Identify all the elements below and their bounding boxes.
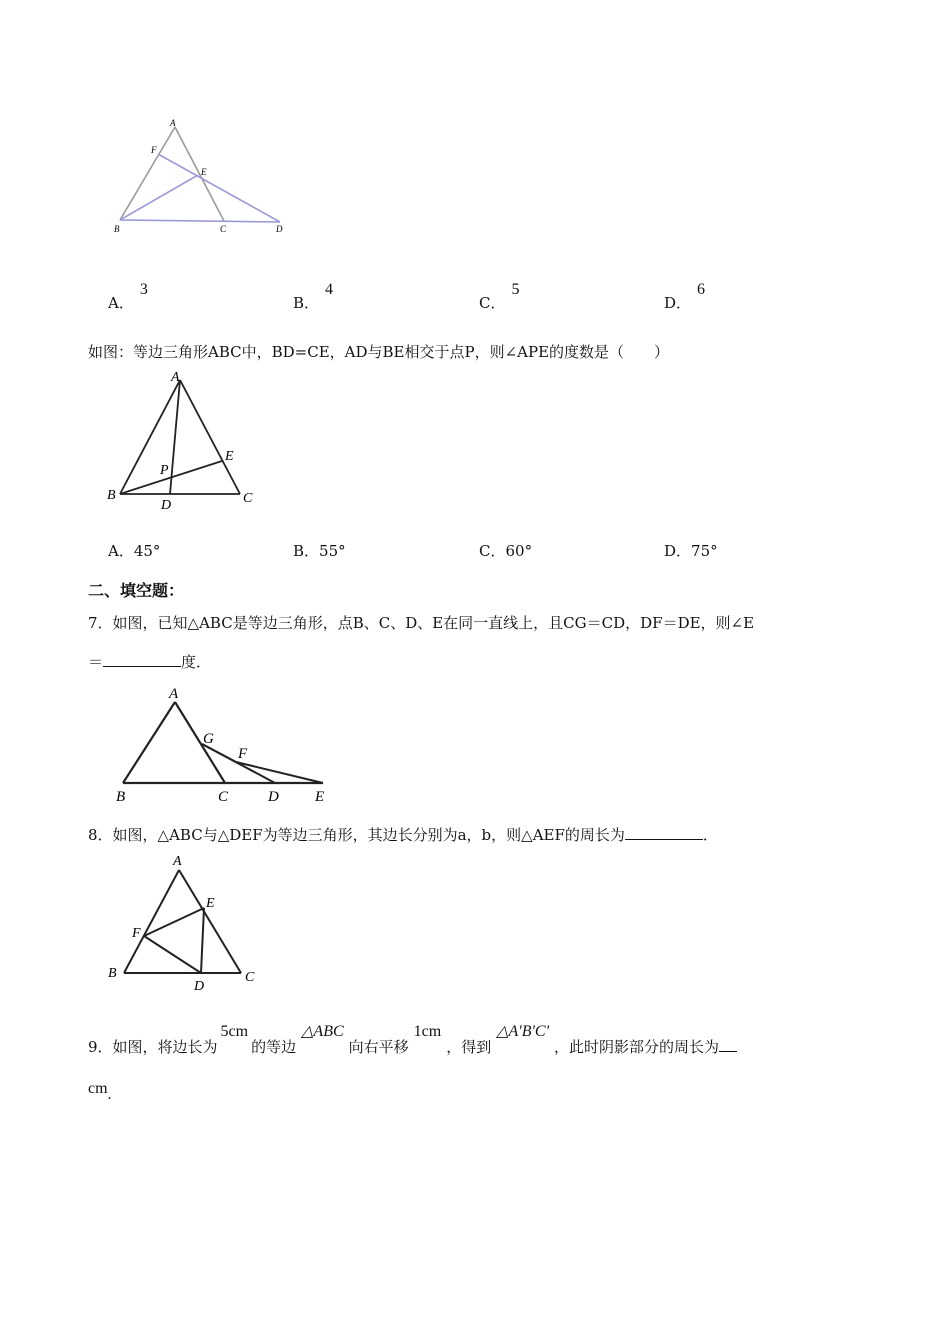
q6-question bbox=[88, 342, 669, 362]
q8-label-e: E bbox=[206, 896, 215, 911]
q8-label-f: F bbox=[132, 926, 141, 941]
q8-side-ac bbox=[179, 870, 241, 973]
q5-option-a-value: 3 bbox=[139, 281, 148, 298]
q6-label-a: A bbox=[171, 370, 180, 385]
q5-label-e: E bbox=[201, 167, 207, 177]
q6-option-b-letter: B． bbox=[293, 542, 320, 560]
q9-triangle-abc: △ABC bbox=[301, 1023, 344, 1040]
q6-label-d: D bbox=[161, 498, 172, 513]
section-heading-fill-in: 二、填空题： bbox=[88, 581, 185, 600]
q6-option-b-value: 55° bbox=[319, 542, 346, 560]
q7-segment-fe bbox=[236, 762, 323, 783]
q5-option-a-letter: A． bbox=[108, 294, 134, 312]
q8-side-ab bbox=[124, 870, 179, 973]
q8-text: 8．如图，△ABC与△DEF为等边三角形，其边长分别为a，b，则△AEF的周长为 bbox=[88, 826, 625, 844]
q5-figure bbox=[108, 115, 308, 240]
q8-end: ． bbox=[702, 826, 718, 844]
q6-label-p: P bbox=[160, 463, 169, 478]
q8-label-b: B bbox=[108, 966, 117, 981]
q7-label-c: C bbox=[218, 789, 229, 805]
q6-option-c-value: 60° bbox=[505, 542, 533, 560]
q9-text-part3: 向右平移 bbox=[348, 1038, 409, 1056]
q5-segment-be bbox=[120, 175, 198, 220]
q5-side-ab bbox=[120, 127, 175, 220]
q7-label-g: G bbox=[203, 731, 214, 747]
q8-question bbox=[88, 823, 718, 845]
q9-text-part5: ，此时阴影部分的周长为 bbox=[554, 1038, 720, 1056]
q7-label-f: F bbox=[238, 746, 248, 762]
q9-text-part2: 的等边 bbox=[251, 1038, 297, 1056]
q9-unit-line bbox=[88, 1080, 112, 1103]
q6-option-a-letter: A． bbox=[108, 542, 134, 560]
q5-option-c-value: 5 bbox=[511, 281, 520, 298]
q6-option-b[interactable] bbox=[293, 540, 346, 561]
q8-label-c: C bbox=[245, 970, 255, 985]
q9-end: . bbox=[107, 1086, 112, 1103]
q5-label-c: C bbox=[220, 224, 227, 234]
q8-answer-blank[interactable] bbox=[625, 823, 703, 840]
q5-option-b-letter: B． bbox=[293, 294, 320, 312]
q6-option-a[interactable] bbox=[108, 540, 160, 561]
q8-figure bbox=[104, 850, 264, 995]
q5-label-f: F bbox=[151, 145, 157, 155]
q8-side-fe bbox=[144, 908, 204, 936]
q7-figure bbox=[108, 684, 330, 806]
q6-side-ac bbox=[180, 380, 240, 494]
q5-option-c[interactable] bbox=[479, 281, 520, 313]
q5-base-bd bbox=[120, 220, 280, 222]
q6-option-d-value: 75° bbox=[691, 542, 718, 560]
q6-label-e: E bbox=[225, 449, 234, 464]
q5-option-c-letter: C． bbox=[479, 294, 506, 312]
q7-label-e: E bbox=[315, 789, 325, 805]
q5-label-d: D bbox=[276, 224, 283, 234]
q6-option-a-value: 45° bbox=[133, 542, 161, 560]
q7-label-d: D bbox=[268, 789, 279, 805]
q5-label-b: B bbox=[114, 224, 120, 234]
q7-text: 7．如图，已知△ABC是等边三角形，点B、C、D、E在同一直线上，且CG＝CD，DF＝DE，则∠E bbox=[88, 614, 755, 632]
q7-label-a: A bbox=[169, 686, 179, 702]
q6-option-d[interactable] bbox=[664, 540, 718, 561]
q8-label-a: A bbox=[173, 854, 182, 869]
q9-shift-value: 1cm bbox=[413, 1023, 442, 1040]
q7-side-ac bbox=[175, 702, 225, 783]
q8-side-df bbox=[144, 936, 201, 973]
q7-side-ab bbox=[123, 702, 175, 783]
q6-label-c: C bbox=[243, 491, 253, 506]
q5-option-a[interactable] bbox=[108, 281, 148, 313]
q6-text: 如图：等边三角形ABC中，BD=CE，AD与BE相交于点P，则∠APE的度数是（ ） bbox=[88, 343, 670, 361]
q7-label-b: B bbox=[116, 789, 126, 805]
q5-option-d-value: 6 bbox=[697, 281, 706, 298]
q6-option-d-letter: D． bbox=[664, 542, 692, 560]
q5-option-b[interactable] bbox=[293, 281, 334, 313]
q7-equals: ＝ bbox=[88, 653, 104, 671]
q6-figure bbox=[104, 368, 264, 513]
q5-option-d-letter: D． bbox=[664, 294, 692, 312]
q7-unit: 度． bbox=[181, 653, 212, 671]
q6-option-c-letter: C． bbox=[479, 542, 506, 560]
q5-option-b-value: 4 bbox=[325, 281, 334, 298]
q9-text-part4: ，得到 bbox=[446, 1038, 492, 1056]
q6-option-c[interactable] bbox=[479, 540, 532, 561]
q7-question-line2 bbox=[88, 650, 211, 672]
q9-text-part1: 9．如图，将边长为 bbox=[88, 1038, 218, 1056]
q9-unit: cm bbox=[88, 1080, 108, 1097]
q7-question-line1 bbox=[88, 613, 754, 633]
q5-option-d[interactable] bbox=[664, 281, 706, 313]
q5-label-a: A bbox=[170, 118, 176, 128]
q8-side-ed bbox=[201, 908, 204, 973]
q9-answer-blank[interactable] bbox=[719, 1035, 737, 1052]
q5-side-ac bbox=[175, 127, 224, 221]
q9-length-value: 5cm bbox=[220, 1023, 249, 1040]
q9-question bbox=[88, 1023, 737, 1058]
q6-label-b: B bbox=[107, 488, 116, 503]
q9-triangle-prime: △A'B'C' bbox=[496, 1023, 550, 1040]
q8-label-d: D bbox=[194, 979, 205, 994]
q7-answer-blank[interactable] bbox=[103, 650, 181, 667]
